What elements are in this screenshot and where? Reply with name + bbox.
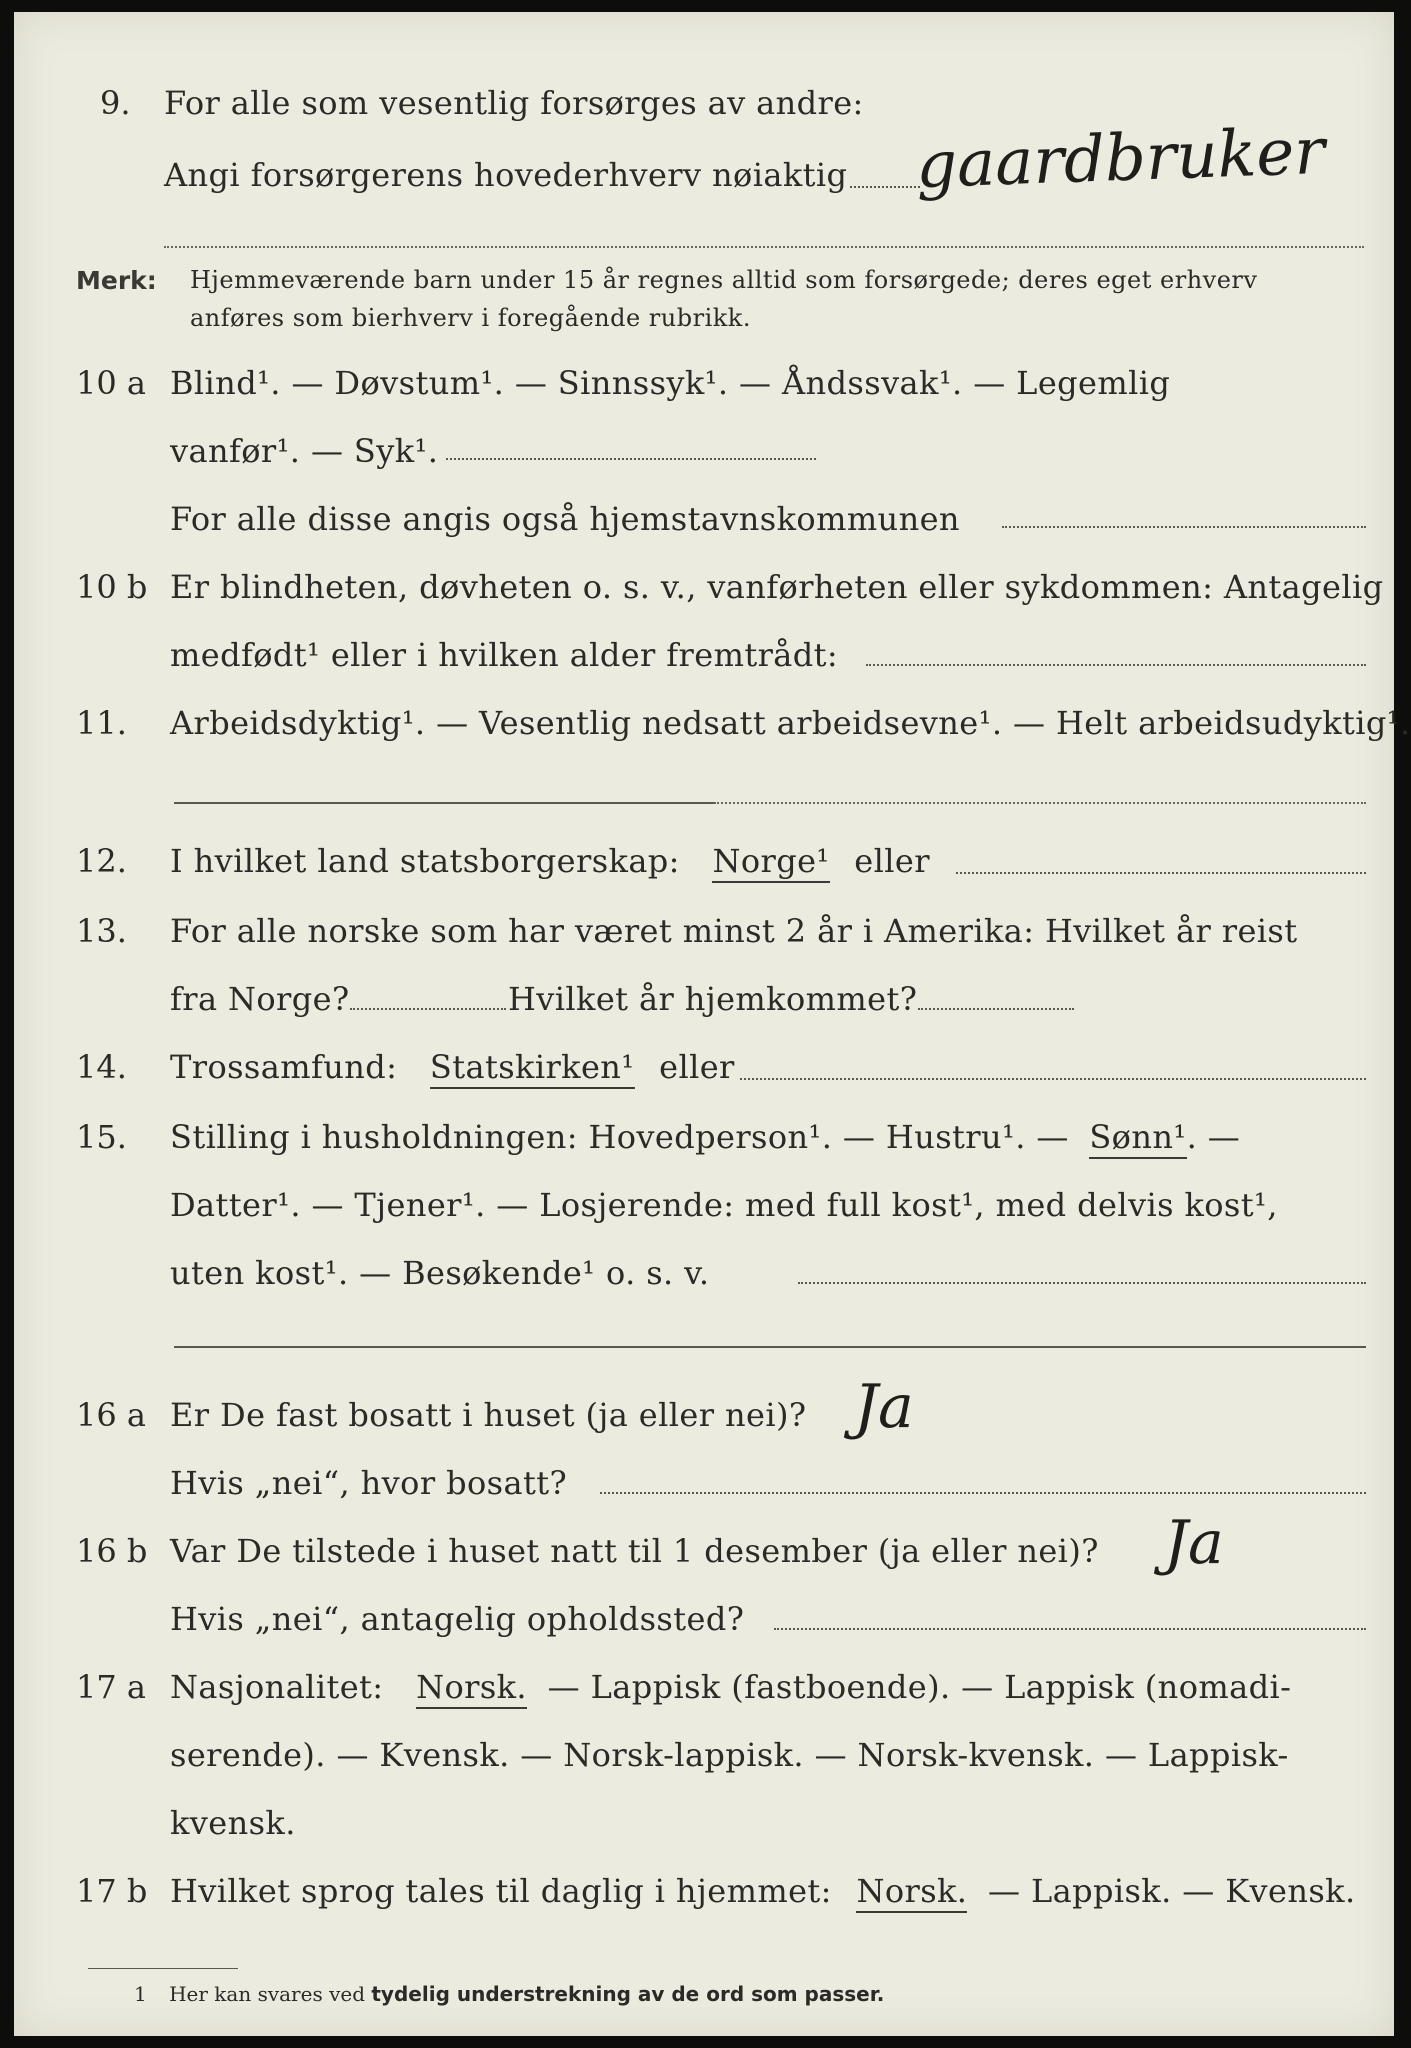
q13-line1: For alle norske som har været minst 2 år i Amerika: Hvilket år reist bbox=[170, 912, 1298, 950]
q17b-rest: — Lappisk. — Kvensk. bbox=[987, 1872, 1356, 1910]
q15-rule bbox=[174, 1346, 1366, 1348]
footnote bbox=[134, 1982, 884, 2006]
q9-separator bbox=[164, 246, 1364, 248]
q10a-line3: For alle disse angis også hjemstavnskommunen bbox=[170, 500, 960, 538]
footnote-bold-text: tydelig understrekning av de ord som passer. bbox=[371, 1982, 885, 2006]
q14-eller: eller bbox=[659, 1048, 735, 1086]
q11-rule-dotted bbox=[714, 802, 1366, 804]
q15-sonn-option: Sønn¹ bbox=[1089, 1118, 1186, 1159]
q16b-answer-line bbox=[774, 1628, 1366, 1630]
q15-line1 bbox=[170, 1118, 1240, 1156]
q16a-line1: Er De fast bosatt i huset (ja eller nei)? bbox=[170, 1396, 807, 1434]
q17a-line3: kvensk. bbox=[170, 1804, 296, 1842]
q15-line2: Datter¹. — Tjener¹. — Losjerende: med full kost¹, med delvis kost¹, bbox=[170, 1186, 1278, 1224]
q9-question-line1: For alle som vesentlig forsørges av andre: bbox=[164, 84, 864, 122]
q16a-line2: Hvis „nei“, hvor bosatt? bbox=[170, 1464, 568, 1502]
q17b-line1 bbox=[170, 1872, 1356, 1910]
q12-answer-line bbox=[956, 872, 1366, 874]
q15-number: 15. bbox=[76, 1118, 127, 1156]
q10a-line2: vanfør¹. — Syk¹. bbox=[170, 432, 439, 470]
q16b-line1: Var De tilstede i huset natt til 1 desember (ja eller nei)? bbox=[170, 1532, 1099, 1570]
q16b-line2: Hvis „nei“, antagelig opholdssted? bbox=[170, 1600, 745, 1638]
q16a-number: 16 a bbox=[76, 1396, 146, 1434]
q16a-handwritten-answer: Ja bbox=[854, 1372, 914, 1442]
q12-text: I hvilket land statsborgerskap: bbox=[170, 842, 680, 880]
q17a-norsk-option: Norsk. bbox=[416, 1668, 527, 1709]
q10b-answer-line bbox=[866, 664, 1366, 666]
q17a-line1 bbox=[170, 1668, 1291, 1706]
footnote-mark: 1 bbox=[134, 1982, 147, 2006]
merk-label: Merk: bbox=[76, 266, 157, 295]
q17a-line2: serende). — Kvensk. — Norsk-lappisk. — Norsk-kvensk. — Lappisk- bbox=[170, 1736, 1289, 1774]
q12-statement bbox=[170, 842, 930, 880]
q17a-number: 17 a bbox=[76, 1668, 146, 1706]
q13-line2b: Hvilket år hjemkommet? bbox=[508, 980, 918, 1018]
q15-line1-text: Stilling i husholdningen: Hovedperson¹. — Hustru¹. — bbox=[170, 1118, 1069, 1156]
q17b-norsk-option: Norsk. bbox=[856, 1872, 967, 1913]
q14-statement bbox=[170, 1048, 735, 1086]
q10a-line1: Blind¹. — Døvstum¹. — Sinnssyk¹. — Åndssvak¹. — Legemlig bbox=[170, 364, 1171, 402]
q16a-answer-line bbox=[600, 1492, 1366, 1494]
q12-norge-option: Norge¹ bbox=[712, 842, 829, 883]
q15-line3: uten kost¹. — Besøkende¹ o. s. v. bbox=[170, 1254, 710, 1292]
q9-answer-line bbox=[850, 186, 920, 188]
q15-answer-line bbox=[798, 1282, 1366, 1284]
footnote-text: Her kan svares ved bbox=[169, 1982, 366, 2006]
q14-statskirken-option: Statskirken¹ bbox=[430, 1048, 635, 1089]
q10b-line1: Er blindheten, døvheten o. s. v., vanførheten eller sykdommen: Antagelig bbox=[170, 568, 1384, 606]
q12-eller: eller bbox=[854, 842, 930, 880]
q16b-number: 16 b bbox=[76, 1532, 148, 1570]
q17a-line1-rest: — Lappisk (fastboende). — Lappisk (nomadi- bbox=[547, 1668, 1292, 1706]
q15-line1-end: . — bbox=[1186, 1118, 1241, 1156]
q13-number: 13. bbox=[76, 912, 127, 950]
q10b-line2: medfødt¹ eller i hvilken alder fremtrådt: bbox=[170, 636, 839, 674]
q17b-number: 17 b bbox=[76, 1872, 148, 1910]
q10b-number: 10 b bbox=[76, 568, 148, 606]
q14-number: 14. bbox=[76, 1048, 127, 1086]
q10a-number: 10 a bbox=[76, 364, 146, 402]
footnote-rule bbox=[88, 1968, 238, 1969]
q11-rule-solid bbox=[174, 802, 714, 804]
q10a-hjemstavn-line bbox=[1002, 526, 1366, 528]
q13-hjemkommet-line bbox=[918, 1008, 1074, 1010]
q17a-line1-text: Nasjonalitet: bbox=[170, 1668, 384, 1706]
q10a-answer-line bbox=[446, 458, 816, 460]
q9-question-line2: Angi forsørgerens hovederhverv nøiaktig bbox=[164, 156, 848, 194]
q17b-text: Hvilket sprog tales til daglig i hjemmet: bbox=[170, 1872, 832, 1910]
q14-text: Trossamfund: bbox=[170, 1048, 398, 1086]
q13-line2a: fra Norge? bbox=[170, 980, 350, 1018]
merk-text-line2: anføres som bierhverv i foregående rubrikk. bbox=[190, 304, 751, 332]
q12-number: 12. bbox=[76, 842, 127, 880]
q16b-handwritten-answer: Ja bbox=[1164, 1508, 1224, 1578]
q13-reist-line bbox=[350, 1008, 506, 1010]
census-form-sheet bbox=[14, 12, 1411, 2036]
q11-line1: Arbeidsdyktig¹. — Vesentlig nedsatt arbeidsevne¹. — Helt arbeidsudyktig¹. bbox=[170, 704, 1411, 742]
q11-number: 11. bbox=[76, 704, 127, 742]
merk-text-line1: Hjemmeværende barn under 15 år regnes alltid som forsørgede; deres eget erhverv bbox=[190, 266, 1258, 294]
q14-answer-line bbox=[740, 1078, 1366, 1080]
q9-handwritten-answer: gaardbruker bbox=[914, 114, 1327, 204]
q9-number: 9. bbox=[100, 84, 131, 122]
